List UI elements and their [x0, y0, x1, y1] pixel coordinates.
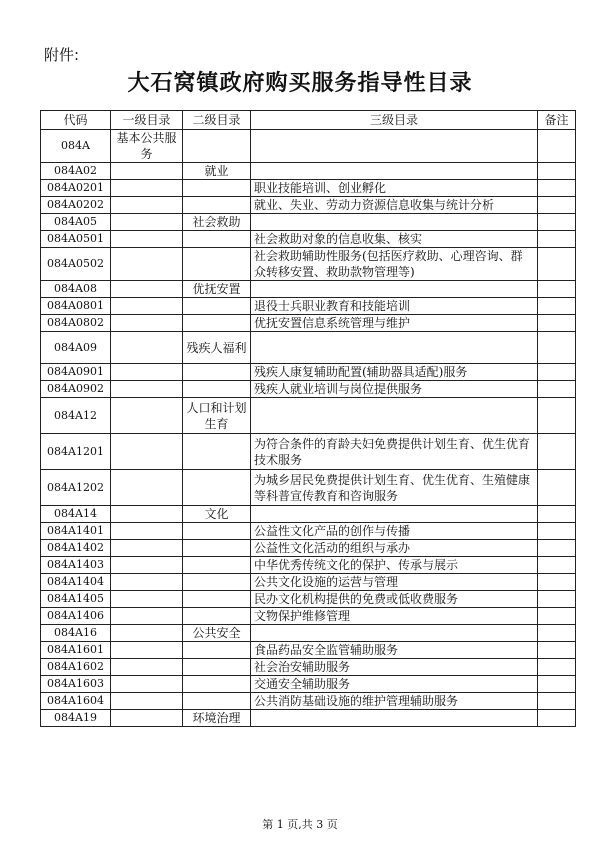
cell-level1	[111, 523, 183, 540]
cell-code: 084A1201	[41, 434, 111, 470]
cell-level2: 环境治理	[183, 710, 251, 727]
table-row	[41, 642, 576, 659]
cell-level3: 社会治安辅助服务	[251, 659, 538, 676]
cell-note	[538, 381, 576, 398]
cell-note	[538, 332, 576, 364]
cell-level2	[183, 248, 251, 281]
cell-code: 084A0501	[41, 231, 111, 248]
cell-level1	[111, 214, 183, 231]
table-row	[41, 180, 576, 197]
table-row	[41, 470, 576, 506]
document-title: 大石窝镇政府购买服务指导性目录	[127, 71, 473, 96]
cell-level1	[111, 470, 183, 506]
cell-level1	[111, 693, 183, 710]
cell-note	[538, 197, 576, 214]
cell-level1: 基本公共服务	[111, 130, 183, 163]
cell-level1	[111, 197, 183, 214]
table-row	[41, 214, 576, 231]
cell-level2	[183, 197, 251, 214]
table-header-row	[41, 111, 576, 130]
cell-level3: 公益性文化活动的组织与承办	[251, 540, 538, 557]
cell-level1	[111, 642, 183, 659]
cell-level2	[183, 523, 251, 540]
cell-level1	[111, 557, 183, 574]
cell-level3: 民办文化机构提供的免费或低收费服务	[251, 591, 538, 608]
table-row	[41, 693, 576, 710]
table-row	[41, 591, 576, 608]
cell-level1	[111, 248, 183, 281]
cell-level1	[111, 298, 183, 315]
cell-code: 084A16	[41, 625, 111, 642]
table-row	[41, 659, 576, 676]
table-row	[41, 248, 576, 281]
cell-level2	[183, 381, 251, 398]
cell-code: 084A0902	[41, 381, 111, 398]
cell-note	[538, 591, 576, 608]
cell-level1	[111, 281, 183, 298]
table-row	[41, 364, 576, 381]
table-row	[41, 298, 576, 315]
table-row	[41, 381, 576, 398]
cell-level1	[111, 332, 183, 364]
cell-code: 084A1404	[41, 574, 111, 591]
cell-note	[538, 574, 576, 591]
cell-level2	[183, 608, 251, 625]
cell-code: 084A02	[41, 163, 111, 180]
cell-code: 084A1603	[41, 676, 111, 693]
cell-level3: 公益性文化产品的创作与传播	[251, 523, 538, 540]
cell-level3: 文物保护维修管理	[251, 608, 538, 625]
cell-level2: 就业	[183, 163, 251, 180]
cell-level2	[183, 130, 251, 163]
table-body	[41, 130, 576, 727]
cell-level2	[183, 693, 251, 710]
table-row	[41, 574, 576, 591]
cell-level3: 职业技能培训、创业孵化	[251, 180, 538, 197]
cell-code: 084A1602	[41, 659, 111, 676]
cell-note	[538, 298, 576, 315]
cell-note	[538, 625, 576, 642]
cell-level1	[111, 381, 183, 398]
page-number: 第 1 页,共 3 页	[262, 818, 338, 831]
column-header-note: 备注	[538, 111, 576, 130]
cell-level3	[251, 130, 538, 163]
cell-level3: 就业、失业、劳动力资源信息收集与统计分析	[251, 197, 538, 214]
cell-level3: 中华优秀传统文化的保护、传承与展示	[251, 557, 538, 574]
column-header-level2: 二级目录	[183, 111, 251, 130]
cell-level3: 优抚安置信息系统管理与维护	[251, 315, 538, 332]
cell-level3	[251, 332, 538, 364]
cell-level3	[251, 506, 538, 523]
cell-note	[538, 231, 576, 248]
cell-level1	[111, 231, 183, 248]
table-row	[41, 710, 576, 727]
cell-level1	[111, 163, 183, 180]
cell-level2	[183, 557, 251, 574]
cell-note	[538, 557, 576, 574]
cell-level3: 食品药品安全监管辅助服务	[251, 642, 538, 659]
cell-note	[538, 470, 576, 506]
cell-level1	[111, 574, 183, 591]
cell-note	[538, 506, 576, 523]
column-header-level1: 一级目录	[111, 111, 183, 130]
cell-level3: 为城乡居民免费提供计划生育、优生优育、生殖健康等科普宣传教育和咨询服务	[251, 470, 538, 506]
cell-level1	[111, 676, 183, 693]
cell-level3	[251, 625, 538, 642]
cell-code: 084A1601	[41, 642, 111, 659]
cell-code: 084A	[41, 130, 111, 163]
cell-level2: 残疾人福利	[183, 332, 251, 364]
cell-level1	[111, 659, 183, 676]
cell-level1	[111, 434, 183, 470]
cell-level3	[251, 710, 538, 727]
table-row	[41, 557, 576, 574]
cell-level2: 公共安全	[183, 625, 251, 642]
cell-note	[538, 540, 576, 557]
cell-level2	[183, 470, 251, 506]
table-row	[41, 540, 576, 557]
cell-level1	[111, 315, 183, 332]
table-row	[41, 523, 576, 540]
cell-level2: 优抚安置	[183, 281, 251, 298]
table-row	[41, 398, 576, 434]
cell-level3: 社会救助辅助性服务(包括医疗救助、心理咨询、群众转移安置、救助款物管理等)	[251, 248, 538, 281]
cell-note	[538, 398, 576, 434]
cell-code: 084A05	[41, 214, 111, 231]
cell-note	[538, 642, 576, 659]
cell-level2	[183, 298, 251, 315]
cell-code: 084A12	[41, 398, 111, 434]
cell-level1	[111, 180, 183, 197]
cell-level2	[183, 591, 251, 608]
column-header-code: 代码	[41, 111, 111, 130]
cell-note	[538, 434, 576, 470]
cell-level3: 为符合条件的育龄夫妇免费提供计划生育、优生优育技术服务	[251, 434, 538, 470]
attachment-label: 附件:	[44, 46, 80, 64]
cell-note	[538, 659, 576, 676]
table-row	[41, 197, 576, 214]
cell-note	[538, 130, 576, 163]
cell-code: 084A1403	[41, 557, 111, 574]
cell-code: 084A0802	[41, 315, 111, 332]
cell-note	[538, 608, 576, 625]
cell-level2: 社会救助	[183, 214, 251, 231]
cell-level1	[111, 608, 183, 625]
cell-note	[538, 710, 576, 727]
cell-note	[538, 214, 576, 231]
cell-level2: 人口和计划生育	[183, 398, 251, 434]
cell-level2	[183, 574, 251, 591]
table-row	[41, 130, 576, 163]
table-row	[41, 332, 576, 364]
cell-level2	[183, 642, 251, 659]
table-row	[41, 434, 576, 470]
cell-code: 084A0202	[41, 197, 111, 214]
cell-level3: 公共消防基础设施的维护管理辅助服务	[251, 693, 538, 710]
cell-level2	[183, 659, 251, 676]
cell-level2: 文化	[183, 506, 251, 523]
cell-level3	[251, 163, 538, 180]
cell-note	[538, 180, 576, 197]
cell-code: 084A1405	[41, 591, 111, 608]
cell-code: 084A19	[41, 710, 111, 727]
cell-level1	[111, 364, 183, 381]
cell-level3	[251, 281, 538, 298]
cell-note	[538, 315, 576, 332]
table-row	[41, 676, 576, 693]
table-row	[41, 625, 576, 642]
column-header-level3: 三级目录	[251, 111, 538, 130]
cell-code: 084A1202	[41, 470, 111, 506]
cell-level3: 残疾人就业培训与岗位提供服务	[251, 381, 538, 398]
cell-note	[538, 523, 576, 540]
cell-note	[538, 248, 576, 281]
cell-code: 084A14	[41, 506, 111, 523]
table-row	[41, 163, 576, 180]
cell-code: 084A09	[41, 332, 111, 364]
cell-code: 084A0901	[41, 364, 111, 381]
cell-level2	[183, 315, 251, 332]
cell-level2	[183, 180, 251, 197]
cell-level1	[111, 540, 183, 557]
cell-level2	[183, 364, 251, 381]
cell-level3	[251, 398, 538, 434]
cell-level3	[251, 214, 538, 231]
cell-code: 084A0201	[41, 180, 111, 197]
cell-note	[538, 163, 576, 180]
cell-level3: 残疾人康复辅助配置(辅助器具适配)服务	[251, 364, 538, 381]
table-row	[41, 231, 576, 248]
cell-code: 084A1402	[41, 540, 111, 557]
cell-code: 084A1401	[41, 523, 111, 540]
table-row	[41, 315, 576, 332]
cell-level1	[111, 710, 183, 727]
cell-level3: 交通安全辅助服务	[251, 676, 538, 693]
table-row	[41, 506, 576, 523]
cell-code: 084A0502	[41, 248, 111, 281]
cell-level3: 退役士兵职业教育和技能培训	[251, 298, 538, 315]
cell-code: 084A1406	[41, 608, 111, 625]
cell-note	[538, 693, 576, 710]
cell-level3: 公共文化设施的运营与管理	[251, 574, 538, 591]
cell-level1	[111, 398, 183, 434]
cell-note	[538, 676, 576, 693]
cell-level1	[111, 591, 183, 608]
cell-note	[538, 364, 576, 381]
cell-level1	[111, 625, 183, 642]
table-row	[41, 281, 576, 298]
cell-level2	[183, 231, 251, 248]
cell-code: 084A08	[41, 281, 111, 298]
cell-level2	[183, 676, 251, 693]
cell-level2	[183, 540, 251, 557]
cell-level1	[111, 506, 183, 523]
cell-level2	[183, 434, 251, 470]
catalog-table	[40, 110, 576, 727]
cell-level3: 社会救助对象的信息收集、核实	[251, 231, 538, 248]
table-row	[41, 608, 576, 625]
cell-note	[538, 281, 576, 298]
cell-code: 084A0801	[41, 298, 111, 315]
cell-code: 084A1604	[41, 693, 111, 710]
